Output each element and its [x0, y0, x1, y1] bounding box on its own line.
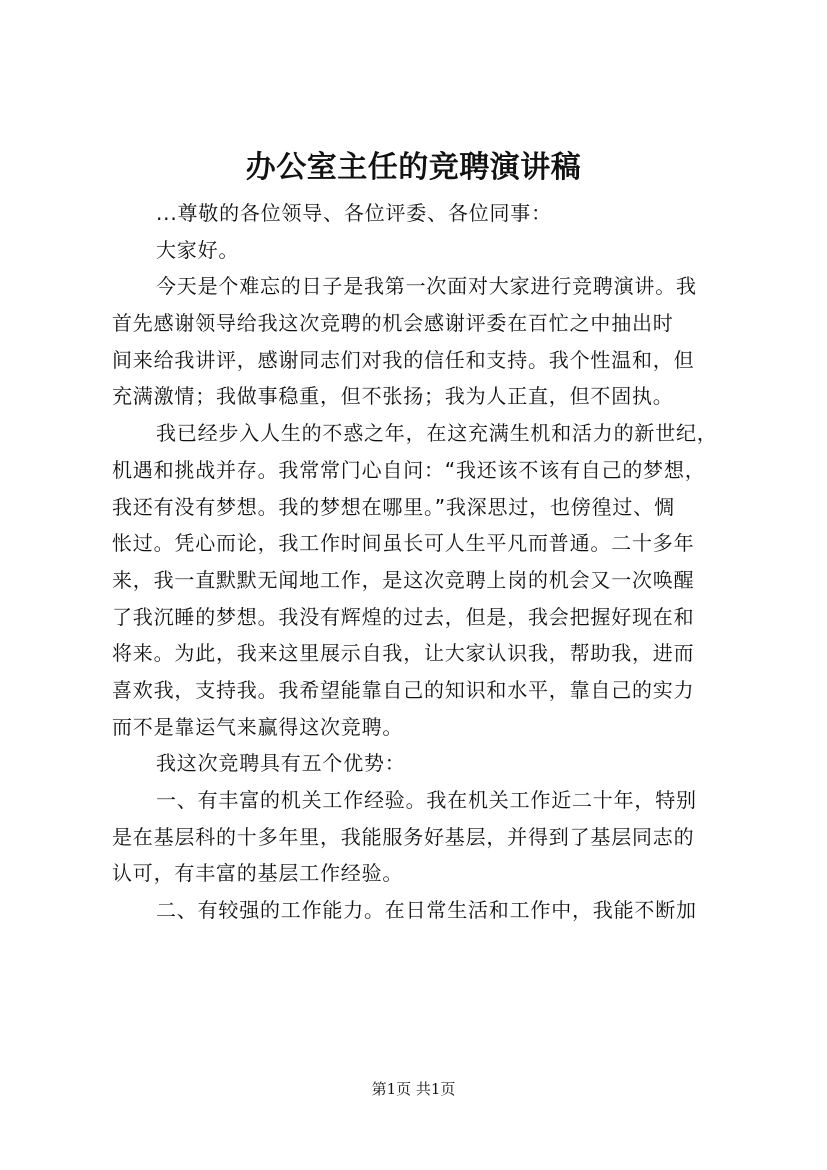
paragraph-line: 我已经步入人生的不惑之年，在这充满生机和活力的新世纪，: [156, 421, 718, 446]
paragraph-line: 今天是个难忘的日子是我第一次面对大家进行竞聘演讲。我: [156, 274, 697, 299]
paragraph-line: 充满激情；我做事稳重，但不张扬；我为人正直，但不固执。: [112, 384, 674, 409]
greeting-line: 大家好。: [156, 237, 240, 262]
page-number-label: 第1页 共1页: [371, 1080, 456, 1098]
paragraph-line: 了我沉睡的梦想。我没有辉煌的过去，但是，我会把握好现在和: [112, 604, 695, 629]
paragraph-line: 怅过。凭心而论，我工作时间虽长可人生平凡而普通。二十多年: [112, 531, 695, 556]
advantage-line: 是在基层科的十多年里，我能服务好基层，并得到了基层同志的: [112, 824, 695, 849]
paragraph-line: 我还有没有梦想。我的梦想在哪里。”我深思过，也傍徨过、惆: [112, 494, 675, 519]
page-footer: [0, 1079, 827, 1099]
document-title: 办公室主任的竞聘演讲稿: [245, 150, 582, 185]
paragraph-line: 间来给我讲评，感谢同志们对我的信任和支持。我个性温和，但: [112, 347, 695, 372]
paragraph-line: 机遇和挑战并存。我常常门心自问：“我还该不该有自己的梦想，: [112, 457, 706, 482]
paragraph-line: 首先感谢领导给我这次竞聘的机会感谢评委在百忙之中抽出时: [112, 311, 674, 336]
advantage-line: 一、有丰富的机关工作经验。我在机关工作近二十年，特别: [156, 788, 697, 812]
salutation-line: ...尊敬的各位领导、各位评委、各位同事：: [156, 201, 552, 225]
advantage-line: 认可，有丰富的基层工作经验。: [112, 861, 404, 886]
paragraph-line: 将来。为此，我来这里展示自我，让大家认识我，帮助我，进而: [112, 641, 695, 666]
paragraph-line: 来，我一直默默无闻地工作，是这次竞聘上岗的机会又一次唤醒: [112, 567, 695, 592]
section-intro-line: 我这次竞聘具有五个优势：: [156, 751, 406, 776]
document-body: [112, 195, 727, 929]
advantage-line: 二、有较强的工作能力。在日常生活和工作中，我能不断加: [156, 898, 697, 923]
paragraph-line: 喜欢我，支持我。我希望能靠自己的知识和水平，靠自己的实力: [112, 677, 695, 702]
paragraph-line: 而不是靠运气来赢得这次竞聘。: [112, 714, 404, 739]
